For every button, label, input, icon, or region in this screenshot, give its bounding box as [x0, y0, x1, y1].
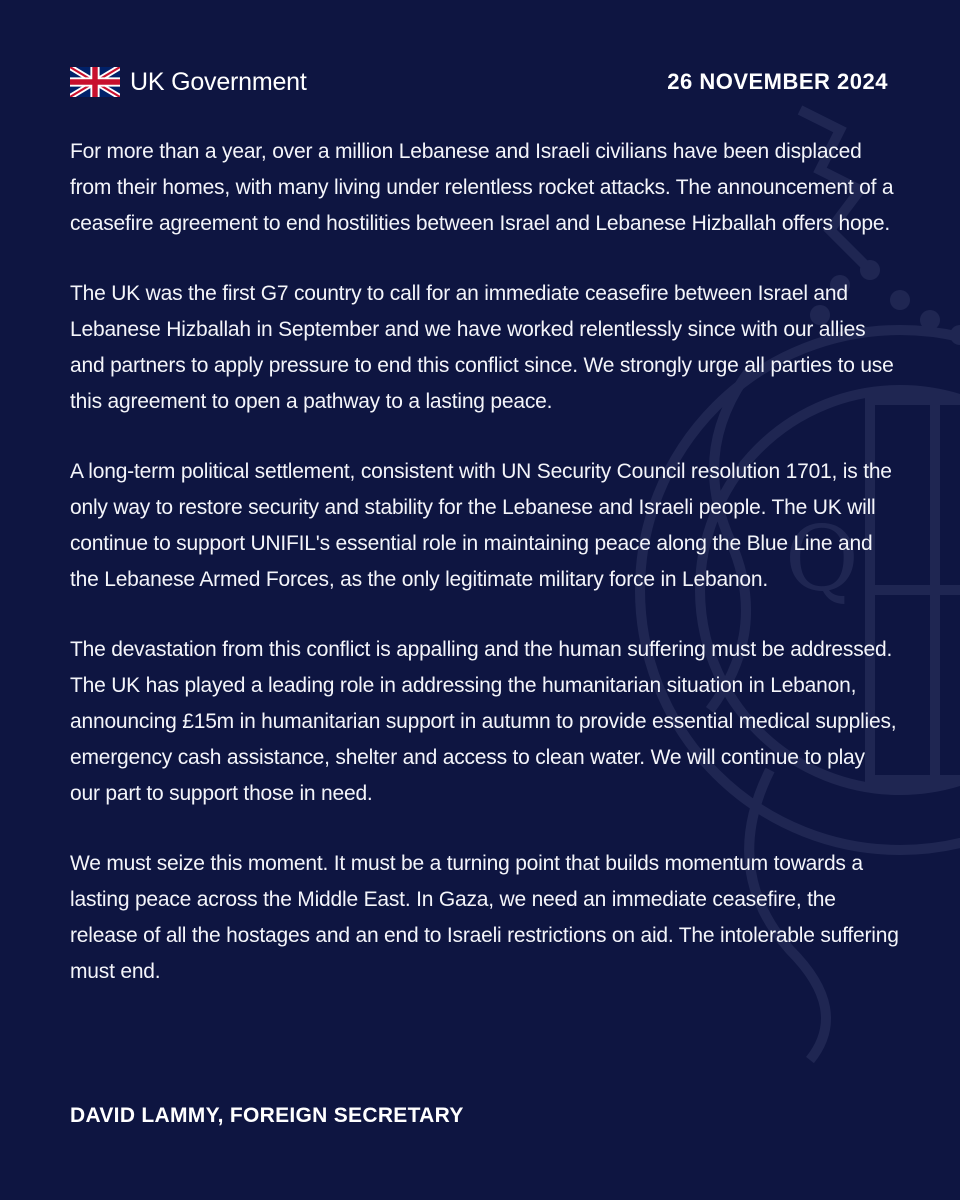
paragraph-4: The devastation from this conflict is appalling and the human suffering must be addressed. The UK has played a leading role in addressing the humanitarian situation in Lebanon, announcing £15m in humanitarian support in autumn to provide essential medical supplies, emergency cash assistance, shelter and access to clean water. We will continue to play our part to support those in need. — [70, 638, 897, 805]
header — [70, 62, 888, 102]
brand-name: UK Government — [130, 67, 307, 96]
statement-body — [70, 134, 900, 1024]
paragraph-1: For more than a year, over a million Lebanese and Israeli civilians have been displaced from their homes, with many living under relentless rocket attacks. The announcement of a ceasefire agreement to end hostilities between Israel and Lebanese Hizballah offers hope. — [70, 140, 894, 235]
paragraph-5: We must seize this moment. It must be a turning point that builds momentum towards a lasting peace across the Middle East. In Gaza, we need an immediate ceasefire, the release of all the hostages and an end to Israeli restrictions on aid. The intolerable suffering must end. — [70, 852, 899, 983]
union-flag-icon — [70, 67, 120, 97]
paragraph-3: A long-term political settlement, consistent with UN Security Council resolution 1701, is the only way to restore security and stability for the Lebanese and Israeli people. The UK will continue to support UNIFIL's essential role in maintaining peace along the Blue Line and the Lebanese Armed Forces, as the only legitimate military force in Lebanon. — [70, 460, 892, 591]
signature: DAVID LAMMY, FOREIGN SECRETARY — [70, 1104, 464, 1127]
svg-text:Q: Q — [785, 507, 859, 612]
paragraph-2: The UK was the first G7 country to call for an immediate ceasefire between Israel and Lebanese Hizballah in September and we have worked relentlessly since with our allies and partners to apply pressure to end this conflict since. We strongly urge all parties to use this agreement to open a pathway to a lasting peace. — [70, 282, 894, 413]
brand[interactable] — [70, 67, 307, 97]
statement-date: 26 NOVEMBER 2024 — [667, 69, 888, 94]
